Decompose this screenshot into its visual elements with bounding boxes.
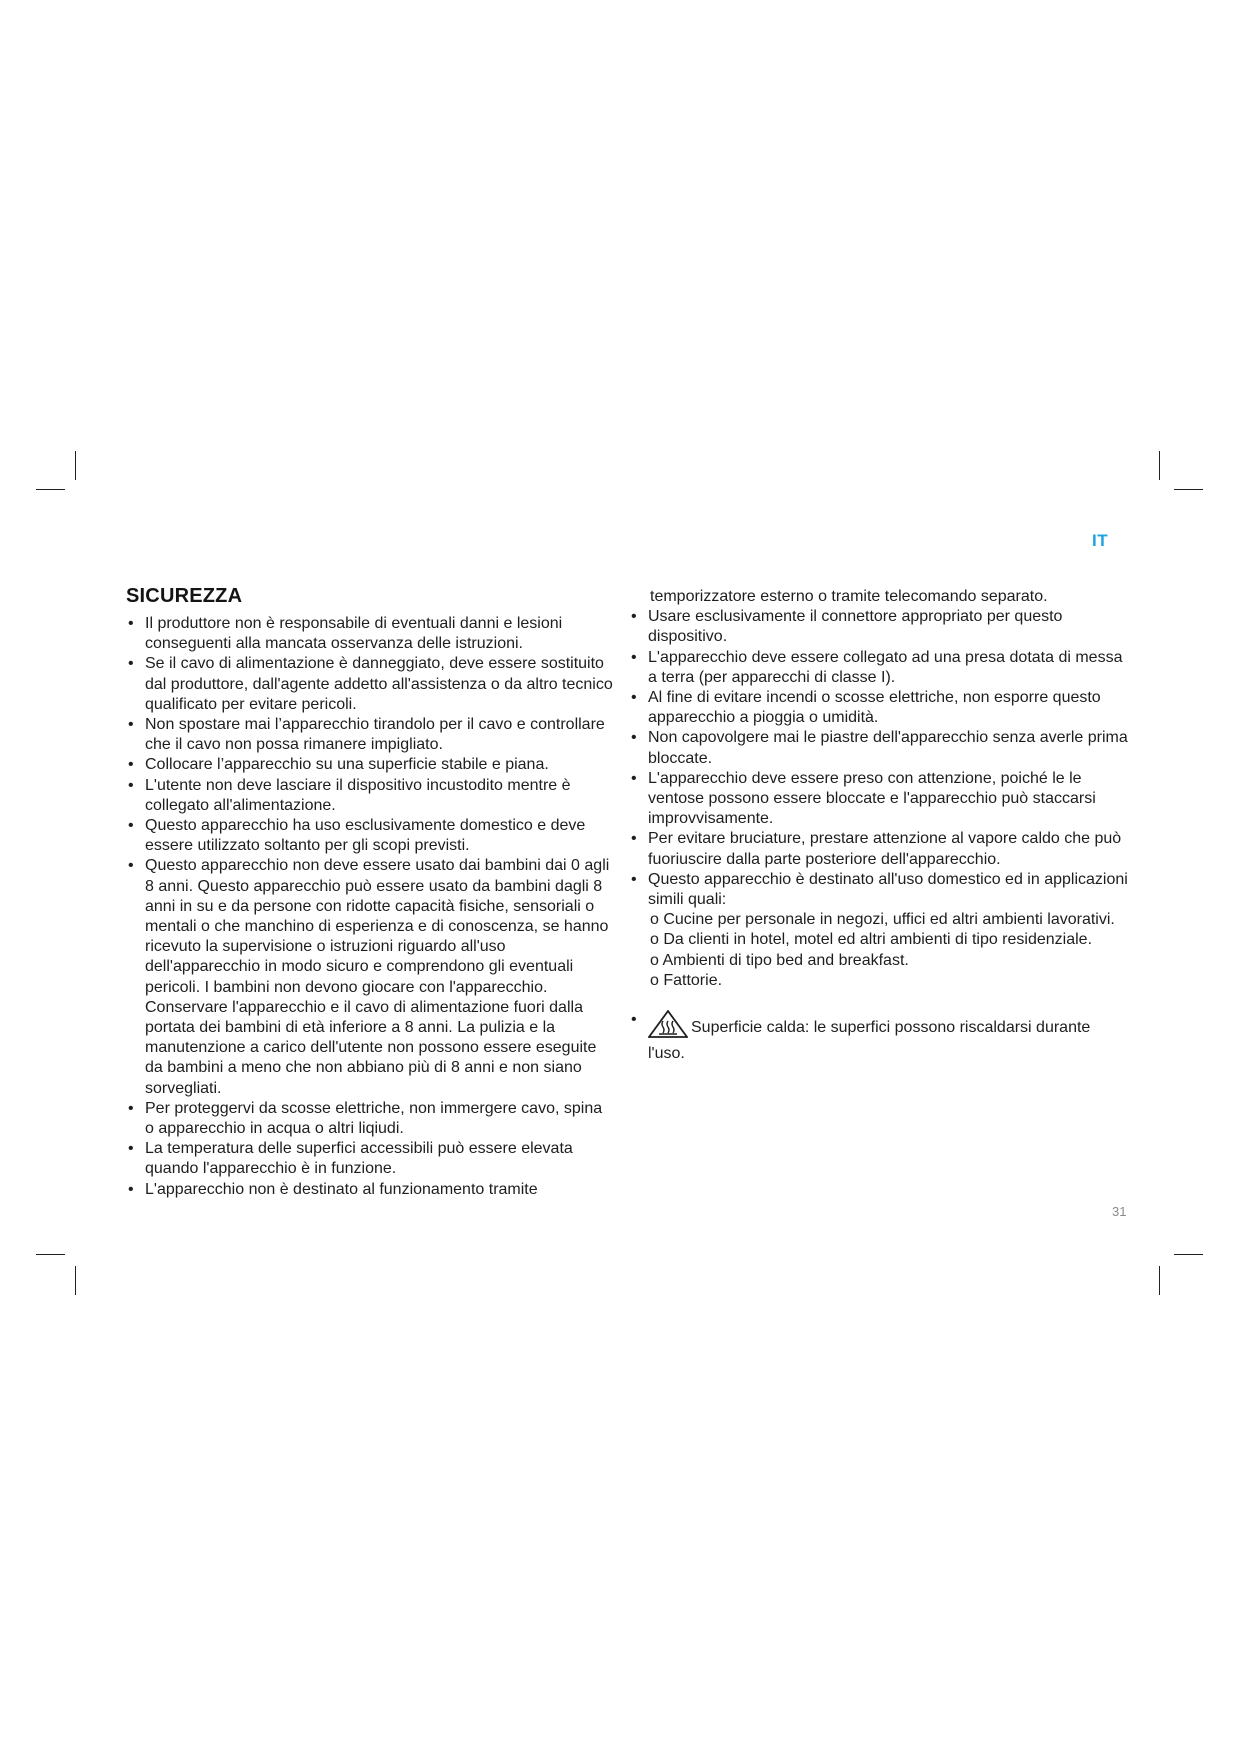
right-column (629, 587, 1129, 1064)
crop-mark-bottom-left-vertical (75, 1266, 76, 1295)
section-title: SICUREZZA (126, 585, 243, 607)
crop-mark-bottom-right-vertical (1159, 1266, 1160, 1295)
crop-mark-top-left-horizontal (36, 489, 65, 490)
list-item: • Al fine di evitare incendi o scosse elettriche, non esporre questo apparecchio a pioggia o umidità. (629, 688, 1129, 728)
left-column (126, 614, 614, 1200)
list-item: • Questo apparecchio è destinato all'uso domestico ed in applicazioni simili quali: (629, 870, 1129, 910)
hot-surface-warning-item (629, 1010, 1129, 1064)
list-item: • Se il cavo di alimentazione è danneggiato, deve essere sostituito dal produttore, dall'agente addetto all'assistenza o da altro tecnico qualificato per evitare pericoli. (126, 654, 614, 715)
hot-surface-warning-text: Superficie calda: le superfici possono riscaldarsi durante l'uso. (648, 1019, 1091, 1063)
list-item: • L'apparecchio non è destinato al funzionamento tramite (126, 1180, 614, 1200)
crop-mark-bottom-left-horizontal (36, 1254, 65, 1255)
sub-list-item: o Ambienti di tipo bed and breakfast. (650, 951, 909, 969)
list-item: • Non capovolgere mai le piastre dell'apparecchio senza averle prima bloccate. (629, 728, 1129, 768)
list-item: • Usare esclusivamente il connettore appropriato per questo dispositivo. (629, 607, 1129, 647)
list-item: • Per evitare bruciature, prestare attenzione al vapore caldo che può fuoriuscire dalla parte posteriore dell'apparecchio. (629, 829, 1129, 869)
spacer (629, 991, 1129, 1010)
crop-mark-top-left-vertical (75, 451, 76, 480)
list-item: • Non spostare mai l’apparecchio tirandolo per il cavo e controllare che il cavo non possa rimanere impigliato. (126, 715, 614, 755)
list-item: • L'utente non deve lasciare il dispositivo incustodito mentre è collegato all'alimentazione. (126, 776, 614, 816)
crop-mark-top-right-horizontal (1174, 489, 1203, 490)
page-number: 31 (1112, 1204, 1127, 1219)
hot-surface-warning-icon (648, 1010, 688, 1044)
crop-mark-bottom-right-horizontal (1174, 1254, 1203, 1255)
list-item: • Questo apparecchio ha uso esclusivamente domestico e deve essere utilizzato soltanto per gli scopi previsti. (126, 816, 614, 856)
list-item: • Per proteggervi da scosse elettriche, non immergere cavo, spina o apparecchio in acqua o altri liqiudi. (126, 1099, 614, 1139)
list-item: • Il produttore non è responsabile di eventuali danni e lesioni conseguenti alla mancata osservanza delle istruzioni. (126, 614, 614, 654)
list-item: • Questo apparecchio non deve essere usato dai bambini dai 0 agli 8 anni. Questo apparecchio può essere usato da bambini dagli 8 anni in su e da persone con ridotte capacità fisiche, sensoriali o mentali o che manchino di esperienza e di conoscenza, se hanno ricevuto la supervisione o istruzioni riguardo all'uso dell'apparecchio in modo sicuro e comprendono gli eventuali pericoli. I bambini non devono giocare con l'apparecchio. Conservare l'apparecchio e il cavo di alimentazione fuori dalla portata dei bambini di età inferiore a 8 anni. La pulizia e la manutenzione a carico dell'utente non possono essere eseguite da bambini a meno che non abbiano più di 8 anni e non siano sorvegliati. (126, 856, 614, 1098)
sub-list-item: o Da clienti in hotel, motel ed altri ambienti di tipo residenziale. (650, 931, 1093, 949)
list-item: • L'apparecchio deve essere collegato ad una presa dotata di messa a terra (per apparecchi di classe I). (629, 648, 1129, 688)
sub-list-item: o Cucine per personale in negozi, uffici ed altri ambienti lavorativi. (650, 911, 1115, 929)
list-item: • La temperatura delle superfici accessibili può essere elevata quando l'apparecchio è in funzione. (126, 1139, 614, 1179)
list-item: • L'apparecchio deve essere preso con attenzione, poiché le le ventose possono essere bloccate e l'apparecchio può staccarsi improvvisamente. (629, 769, 1129, 830)
list-item-continuation: temporizzatore esterno o tramite telecomando separato. (650, 588, 1048, 605)
list-item: • Collocare l’apparecchio su una superficie stabile e piana. (126, 755, 614, 775)
language-tag: IT (1092, 531, 1109, 550)
sub-list-item: o Fattorie. (650, 971, 723, 989)
crop-mark-top-right-vertical (1159, 451, 1160, 480)
